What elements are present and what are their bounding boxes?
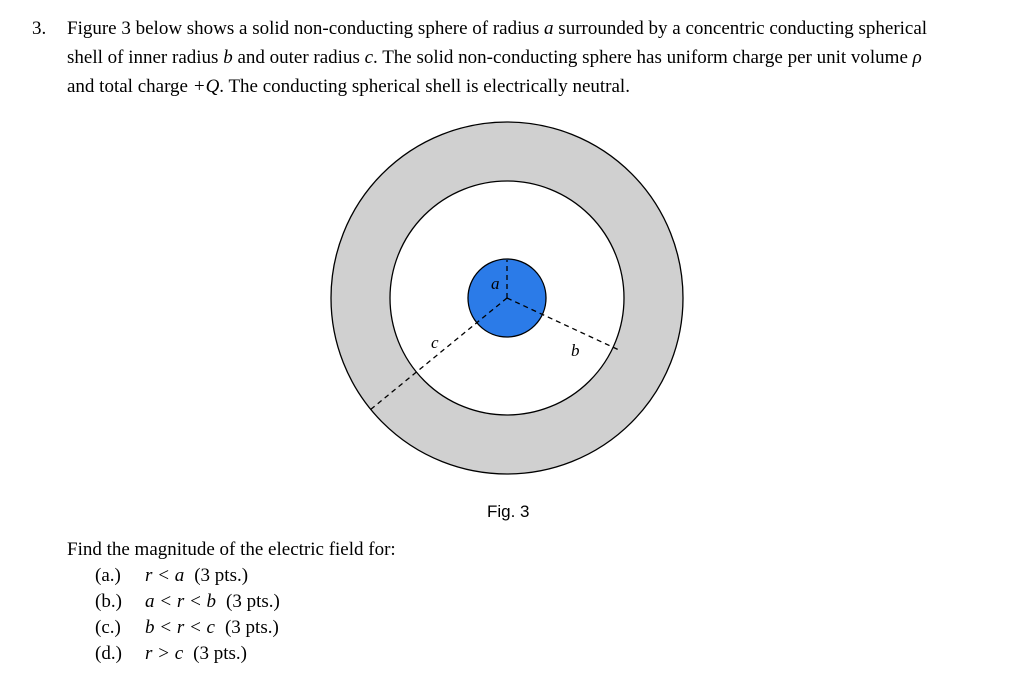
statement-text: . The solid non-conducting sphere has uniform charge per unit volume — [373, 47, 913, 68]
part-condition: b < r < c — [145, 617, 215, 638]
problem-number: 3. — [32, 18, 47, 39]
question-prompt: Find the magnitude of the electric field for: — [67, 539, 396, 560]
statement-text: shell of inner radius — [67, 47, 224, 68]
symbol-rho: ρ — [912, 47, 922, 68]
part-points: (3 pts.) — [193, 643, 247, 664]
part-condition: a < r < b — [145, 591, 217, 612]
part-points: (3 pts.) — [224, 617, 279, 638]
symbol-a: a — [544, 18, 554, 39]
statement-text: . The conducting spherical shell is electrically neutral. — [219, 76, 630, 97]
statement-text: and outer radius — [232, 47, 365, 68]
symbol-b: b — [223, 47, 233, 68]
part-b — [95, 589, 280, 615]
label-b: b — [571, 341, 580, 360]
part-condition: r > c — [145, 643, 184, 664]
part-tag: (c.) — [95, 617, 121, 638]
part-tag: (b.) — [95, 591, 122, 612]
label-c: c — [431, 333, 439, 352]
statement-text: Figure 3 below shows a solid non-conducting sphere of radius — [67, 18, 545, 39]
symbol-c: c — [364, 47, 374, 68]
part-tag: (a.) — [95, 565, 121, 586]
part-tag: (d.) — [95, 643, 122, 664]
question-parts — [95, 563, 280, 667]
part-a — [95, 563, 280, 589]
part-points: (3 pts.) — [194, 565, 249, 586]
part-d — [95, 641, 280, 667]
figure-caption: Fig. 3 — [487, 502, 530, 521]
statement-text: and total charge — [67, 76, 193, 97]
part-condition: r < a — [145, 565, 185, 586]
part-points: (3 pts.) — [226, 591, 280, 612]
label-a: a — [491, 274, 500, 293]
symbol-charge: +Q — [192, 76, 220, 97]
part-c — [95, 615, 280, 641]
statement-text: surrounded by a concentric conducting spherical — [553, 18, 928, 39]
